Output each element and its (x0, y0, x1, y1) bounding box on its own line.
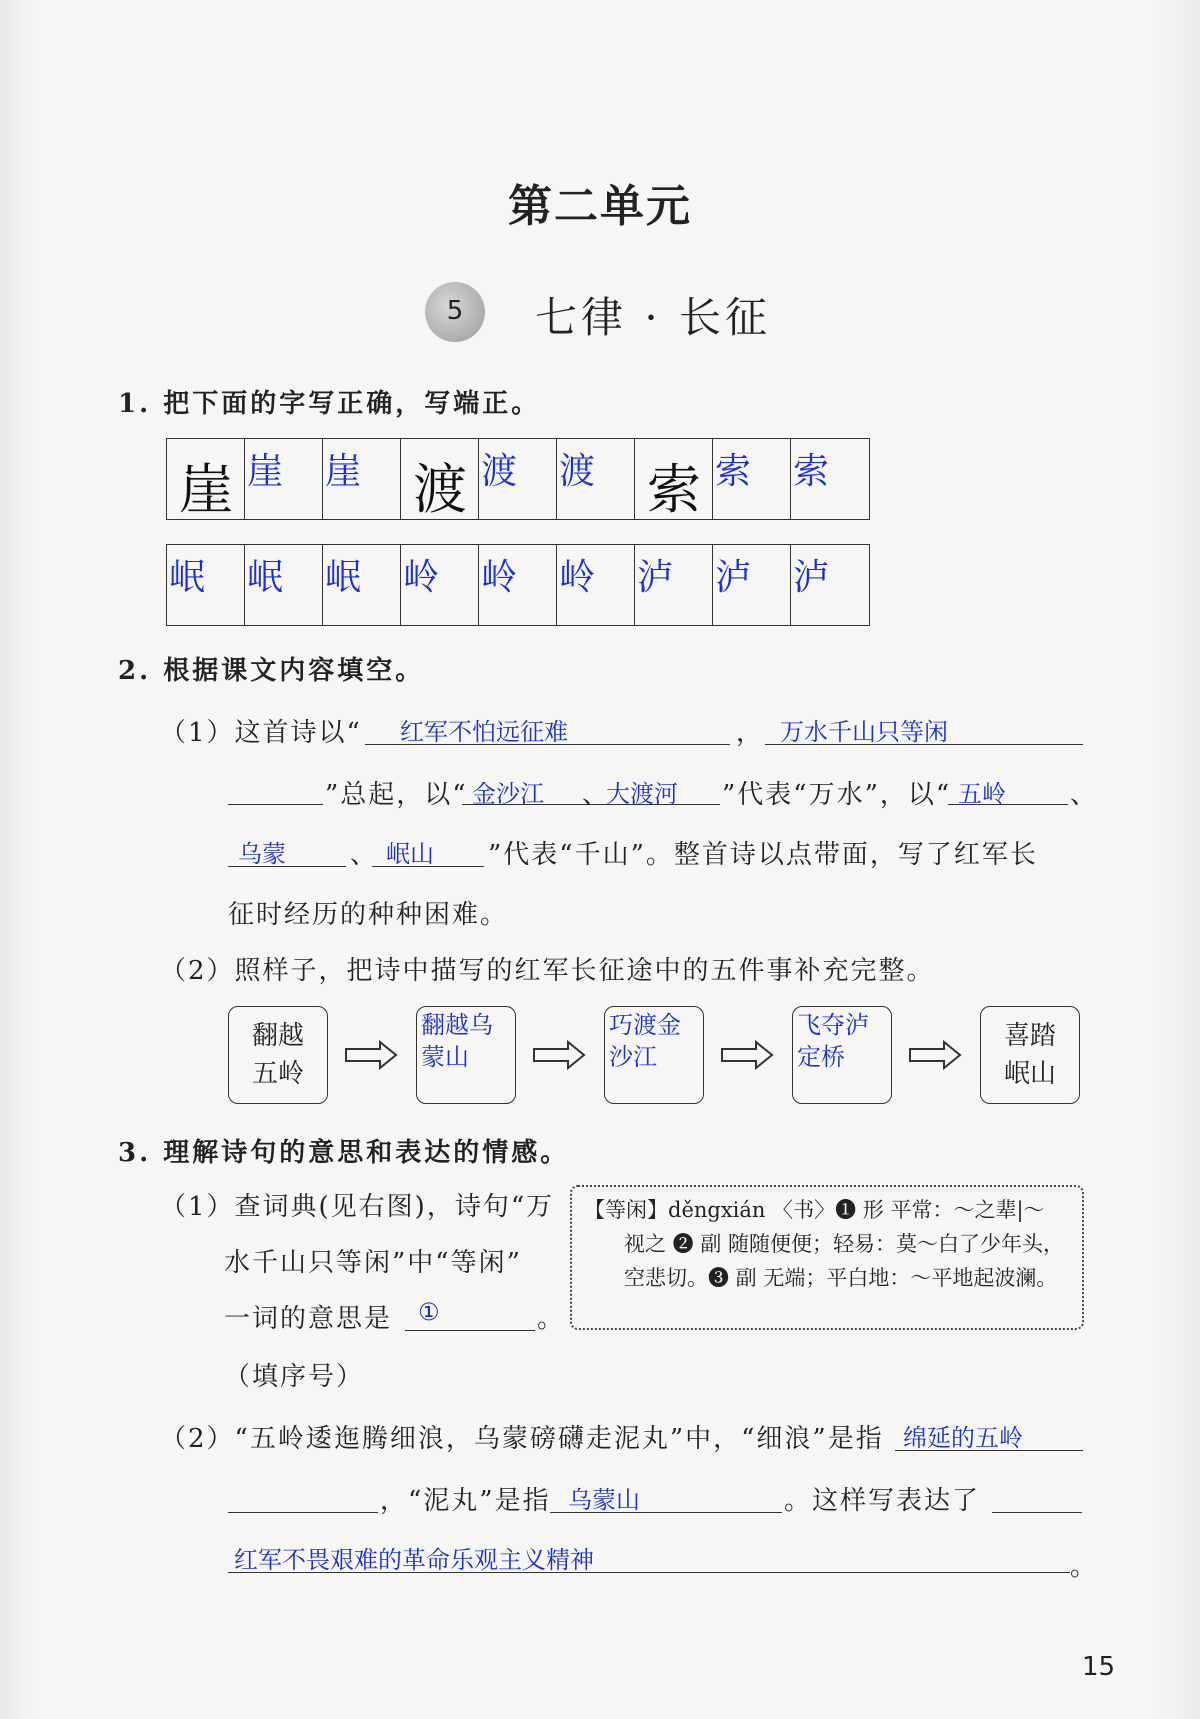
answer-cell[interactable] (245, 545, 323, 625)
answer-cell[interactable] (791, 439, 869, 519)
answer-char: 岷 (325, 557, 362, 598)
answer-cell[interactable] (713, 545, 791, 625)
q2-p1-mid2: ”代表“万水”，以“ (722, 780, 952, 810)
answer-text: 岷山 (386, 840, 434, 868)
answer-cell[interactable] (557, 439, 635, 519)
question-1-prompt: 1. 把下面的字写正确，写端正。 (118, 389, 541, 419)
q2-p1-comma: ， (736, 718, 765, 748)
answer-text: 翻越乌蒙山 (421, 1011, 493, 1071)
answer-cell[interactable] (479, 545, 557, 625)
answer-text: 飞夺泸定桥 (797, 1011, 869, 1071)
answer-char: 崖 (247, 451, 284, 492)
q2-p1-mid1: ”总起，以“ (325, 780, 468, 810)
q3-p1-line2: 水千山只等闲”中“等闲” (224, 1248, 522, 1278)
answer-char: 岭 (403, 557, 440, 598)
answer-text: 红军不怕远征难 (400, 718, 568, 746)
model-char: 索 (647, 458, 701, 521)
answer-cell[interactable] (245, 439, 323, 519)
q2-p2-prompt: （2）照样子，把诗中描写的红军长征途中的五件事补充完整。 (160, 956, 935, 986)
event-box[interactable] (792, 1006, 892, 1104)
answer-char: 渡 (481, 451, 518, 492)
answer-char: 崖 (325, 451, 362, 492)
dictionary-entry-box (570, 1185, 1084, 1330)
answer-text: 五岭 (958, 780, 1006, 808)
answer-cell[interactable] (713, 439, 791, 519)
q2-p1-tail1: ”代表“千山”。整首诗以点带面，写了红军长 (488, 840, 1038, 870)
answer-cell[interactable] (479, 439, 557, 519)
answer-text: 绵延的五岭 (903, 1424, 1023, 1452)
answer-text: 金沙江 (472, 780, 544, 808)
blank-line (228, 804, 323, 805)
page-number: 15 (1082, 1652, 1116, 1682)
answer-text: 乌蒙 (238, 840, 286, 868)
answer-text: ① (418, 1298, 440, 1326)
answer-text: 巧渡金沙江 (609, 1011, 681, 1071)
model-char: 渡 (413, 458, 467, 521)
event-label: 喜踏 岷山 (1003, 1021, 1056, 1089)
answer-text: 红军不畏艰难的革命乐观主义精神 (234, 1546, 594, 1574)
answer-char: 渡 (559, 451, 596, 492)
answer-char: 岭 (559, 557, 596, 598)
q3-p1-end: 。 (537, 1304, 566, 1334)
blank-line (228, 1512, 378, 1513)
answer-cell[interactable] (323, 439, 401, 519)
event-box (980, 1006, 1080, 1104)
event-label: 翻越 五岭 (251, 1021, 304, 1089)
q3-p2-mid: ，“泥丸”是指 (380, 1486, 551, 1516)
model-char: 崖 (179, 458, 233, 521)
lesson-number-badge: 5 (425, 282, 485, 342)
answer-char: 岷 (247, 557, 284, 598)
answer-char: 岭 (481, 557, 518, 598)
answer-cell[interactable] (791, 545, 869, 625)
q2-p1-tail2: 征时经历的种种困难。 (228, 900, 509, 930)
arrow-right-icon (532, 1040, 586, 1070)
dict-line: 空悲切。❸ 副 无端；平白地：～平地起波澜。 (624, 1266, 1058, 1290)
arrow-right-icon (344, 1040, 398, 1070)
model-char-cell (167, 439, 245, 519)
answer-cell[interactable] (323, 545, 401, 625)
event-box[interactable] (604, 1006, 704, 1104)
answer-char: 索 (793, 451, 830, 492)
answer-cell[interactable] (635, 545, 713, 625)
answer-cell[interactable] (557, 545, 635, 625)
answer-text: 万水千山只等闲 (780, 718, 948, 746)
question-3-prompt: 3. 理解诗句的意思和表达的情感。 (118, 1138, 570, 1168)
q2-p1-sep2: 、 (1070, 780, 1099, 810)
q3-p1-line1: （1）查词典(见右图)，诗句“万 (160, 1192, 555, 1222)
q3-p1-line3: 一词的意思是 (224, 1304, 393, 1334)
answer-char: 泸 (715, 557, 752, 598)
q2-p1-prefix: （1）这首诗以“ (160, 718, 362, 748)
q3-p2-prefix: （2）“五岭逶迤腾细浪，乌蒙磅礴走泥丸”中，“细浪”是指 (160, 1424, 884, 1454)
blank-line (405, 1330, 535, 1331)
q2-p1-sep1: 、 (582, 780, 611, 810)
blank-line (992, 1512, 1082, 1513)
answer-char: 岷 (169, 557, 206, 598)
writing-grid-row-2 (166, 544, 870, 626)
writing-grid-row-1 (166, 438, 870, 520)
dict-line: 视之 ❷ 副 随随便便；轻易：莫～白了少年头， (624, 1232, 1065, 1256)
arrow-right-icon (908, 1040, 962, 1070)
unit-title: 第二单元 (508, 181, 692, 232)
event-box[interactable] (416, 1006, 516, 1104)
arrow-right-icon (720, 1040, 774, 1070)
answer-cell[interactable] (167, 545, 245, 625)
model-char-cell (401, 439, 479, 519)
answer-char: 泸 (637, 557, 674, 598)
answer-text: 乌蒙山 (568, 1486, 640, 1514)
event-box (228, 1006, 328, 1104)
q3-p2-end: 。 (1070, 1552, 1099, 1582)
answer-cell[interactable] (401, 545, 479, 625)
answer-char: 泸 (793, 557, 830, 598)
answer-char: 索 (715, 451, 752, 492)
q2-p1-sep3: 、 (350, 840, 379, 870)
q3-p1-line4: （填序号） (224, 1362, 365, 1392)
question-2-prompt: 2. 根据课文内容填空。 (118, 656, 425, 686)
model-char-cell (635, 439, 713, 519)
answer-text: 大渡河 (606, 780, 678, 808)
lesson-title: 七律 · 长征 (535, 293, 772, 342)
q3-p2-mid2: 。这样写表达了 (784, 1486, 981, 1516)
dict-line: 【等闲】děngxián 〈书〉❶ 形 平常：～之辈|～ (584, 1198, 1045, 1222)
